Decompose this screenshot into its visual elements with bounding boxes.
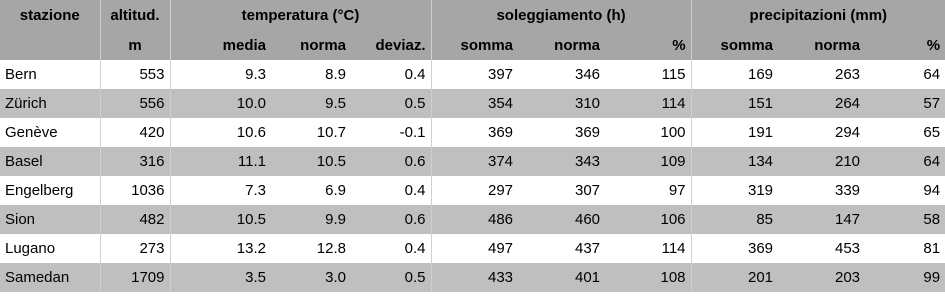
temp-deviaz-cell: 0.6 [351,205,431,234]
precip-pct-cell: 99 [865,263,945,292]
sun-somma-cell: 486 [431,205,518,234]
precip-somma-cell: 151 [691,89,778,118]
precip-norma-cell: 339 [778,176,865,205]
sun-somma-cell: 497 [431,234,518,263]
precip-norma-cell: 203 [778,263,865,292]
table-row [0,147,945,176]
header-row-groups [0,0,945,31]
station-cell: Sion [0,205,100,234]
precip-norma-cell: 294 [778,118,865,147]
sun-somma-cell: 354 [431,89,518,118]
temp-deviaz-cell: 0.5 [351,89,431,118]
temp-norma-cell: 12.8 [271,234,351,263]
table-row [0,118,945,147]
table-row [0,234,945,263]
station-header: stazione [0,0,100,31]
altitude-header: altitud. [100,0,170,31]
precip-somma-cell: 85 [691,205,778,234]
altitude-cell: 556 [100,89,170,118]
temp-norma-cell: 8.9 [271,60,351,89]
sun-norma-cell: 310 [518,89,605,118]
altitude-cell: 553 [100,60,170,89]
sun-norma-cell: 460 [518,205,605,234]
temp-norma-cell: 3.0 [271,263,351,292]
temp-deviaz-cell: 0.4 [351,234,431,263]
temp-media-cell: 10.6 [170,118,271,147]
sun-pct-cell: 109 [605,147,691,176]
sun-norma-cell: 437 [518,234,605,263]
temp-deviaz-cell: -0.1 [351,118,431,147]
temp-deviaz-cell: 0.6 [351,147,431,176]
temp-media-cell: 10.5 [170,205,271,234]
sun-pct-cell: 115 [605,60,691,89]
sunshine-group-header: soleggiamento (h) [431,0,691,31]
precip-pct-cell: 94 [865,176,945,205]
temperature-group-header: temperatura (°C) [170,0,431,31]
header-row-subcolumns [0,31,945,60]
station-cell: Engelberg [0,176,100,205]
temp-norma-cell: 10.7 [271,118,351,147]
precip-pct-cell: 81 [865,234,945,263]
table-row [0,263,945,292]
precip-somma-cell: 134 [691,147,778,176]
table-body [0,60,945,292]
precip-norma-cell: 264 [778,89,865,118]
altitude-cell: 273 [100,234,170,263]
sun-norma-cell: 346 [518,60,605,89]
temp-norma-cell: 10.5 [271,147,351,176]
table-header [0,0,945,60]
station-cell: Basel [0,147,100,176]
precip-pct-cell: 65 [865,118,945,147]
station-subheader [0,31,100,60]
sun-pct-cell: 97 [605,176,691,205]
temp-media-cell: 11.1 [170,147,271,176]
temp-norma-cell: 6.9 [271,176,351,205]
temp-deviaz-cell: 0.5 [351,263,431,292]
precip-norma-cell: 453 [778,234,865,263]
sun-norma-cell: 307 [518,176,605,205]
precip-pct-cell: 64 [865,147,945,176]
sun-norma-cell: 369 [518,118,605,147]
temp-media-cell: 3.5 [170,263,271,292]
precip-norma-cell: 210 [778,147,865,176]
sun-pct-cell: 108 [605,263,691,292]
altitude-cell: 420 [100,118,170,147]
temp-deviaz-cell: 0.4 [351,60,431,89]
temp-norma-header: norma [271,31,351,60]
altitude-cell: 1709 [100,263,170,292]
precip-somma-cell: 169 [691,60,778,89]
precip-somma-cell: 191 [691,118,778,147]
precip-somma-cell: 201 [691,263,778,292]
temp-deviaz-header: deviaz. [351,31,431,60]
temp-media-cell: 13.2 [170,234,271,263]
table-row [0,176,945,205]
precip-somma-cell: 319 [691,176,778,205]
station-cell: Samedan [0,263,100,292]
precip-somma-header: somma [691,31,778,60]
station-cell: Lugano [0,234,100,263]
temp-deviaz-cell: 0.4 [351,176,431,205]
precip-pct-header: % [865,31,945,60]
precip-somma-cell: 369 [691,234,778,263]
altitude-unit-header: m [100,31,170,60]
altitude-cell: 1036 [100,176,170,205]
sun-norma-cell: 401 [518,263,605,292]
station-cell: Genève [0,118,100,147]
sun-pct-cell: 100 [605,118,691,147]
sun-somma-cell: 369 [431,118,518,147]
altitude-cell: 482 [100,205,170,234]
sun-pct-cell: 114 [605,89,691,118]
station-cell: Bern [0,60,100,89]
altitude-cell: 316 [100,147,170,176]
precip-pct-cell: 64 [865,60,945,89]
sun-pct-cell: 114 [605,234,691,263]
temp-norma-cell: 9.5 [271,89,351,118]
temp-media-cell: 7.3 [170,176,271,205]
station-cell: Zürich [0,89,100,118]
precip-norma-cell: 147 [778,205,865,234]
sun-somma-header: somma [431,31,518,60]
precip-norma-header: norma [778,31,865,60]
sun-pct-cell: 106 [605,205,691,234]
sun-pct-header: % [605,31,691,60]
precip-pct-cell: 58 [865,205,945,234]
sun-somma-cell: 297 [431,176,518,205]
temp-media-header: media [170,31,271,60]
table-row [0,60,945,89]
table-row [0,89,945,118]
temp-media-cell: 10.0 [170,89,271,118]
precipitation-group-header: precipitazioni (mm) [691,0,945,31]
temp-media-cell: 9.3 [170,60,271,89]
sun-somma-cell: 397 [431,60,518,89]
sun-somma-cell: 433 [431,263,518,292]
table-row [0,205,945,234]
temp-norma-cell: 9.9 [271,205,351,234]
sun-norma-header: norma [518,31,605,60]
precip-pct-cell: 57 [865,89,945,118]
sun-somma-cell: 374 [431,147,518,176]
precip-norma-cell: 263 [778,60,865,89]
sun-norma-cell: 343 [518,147,605,176]
